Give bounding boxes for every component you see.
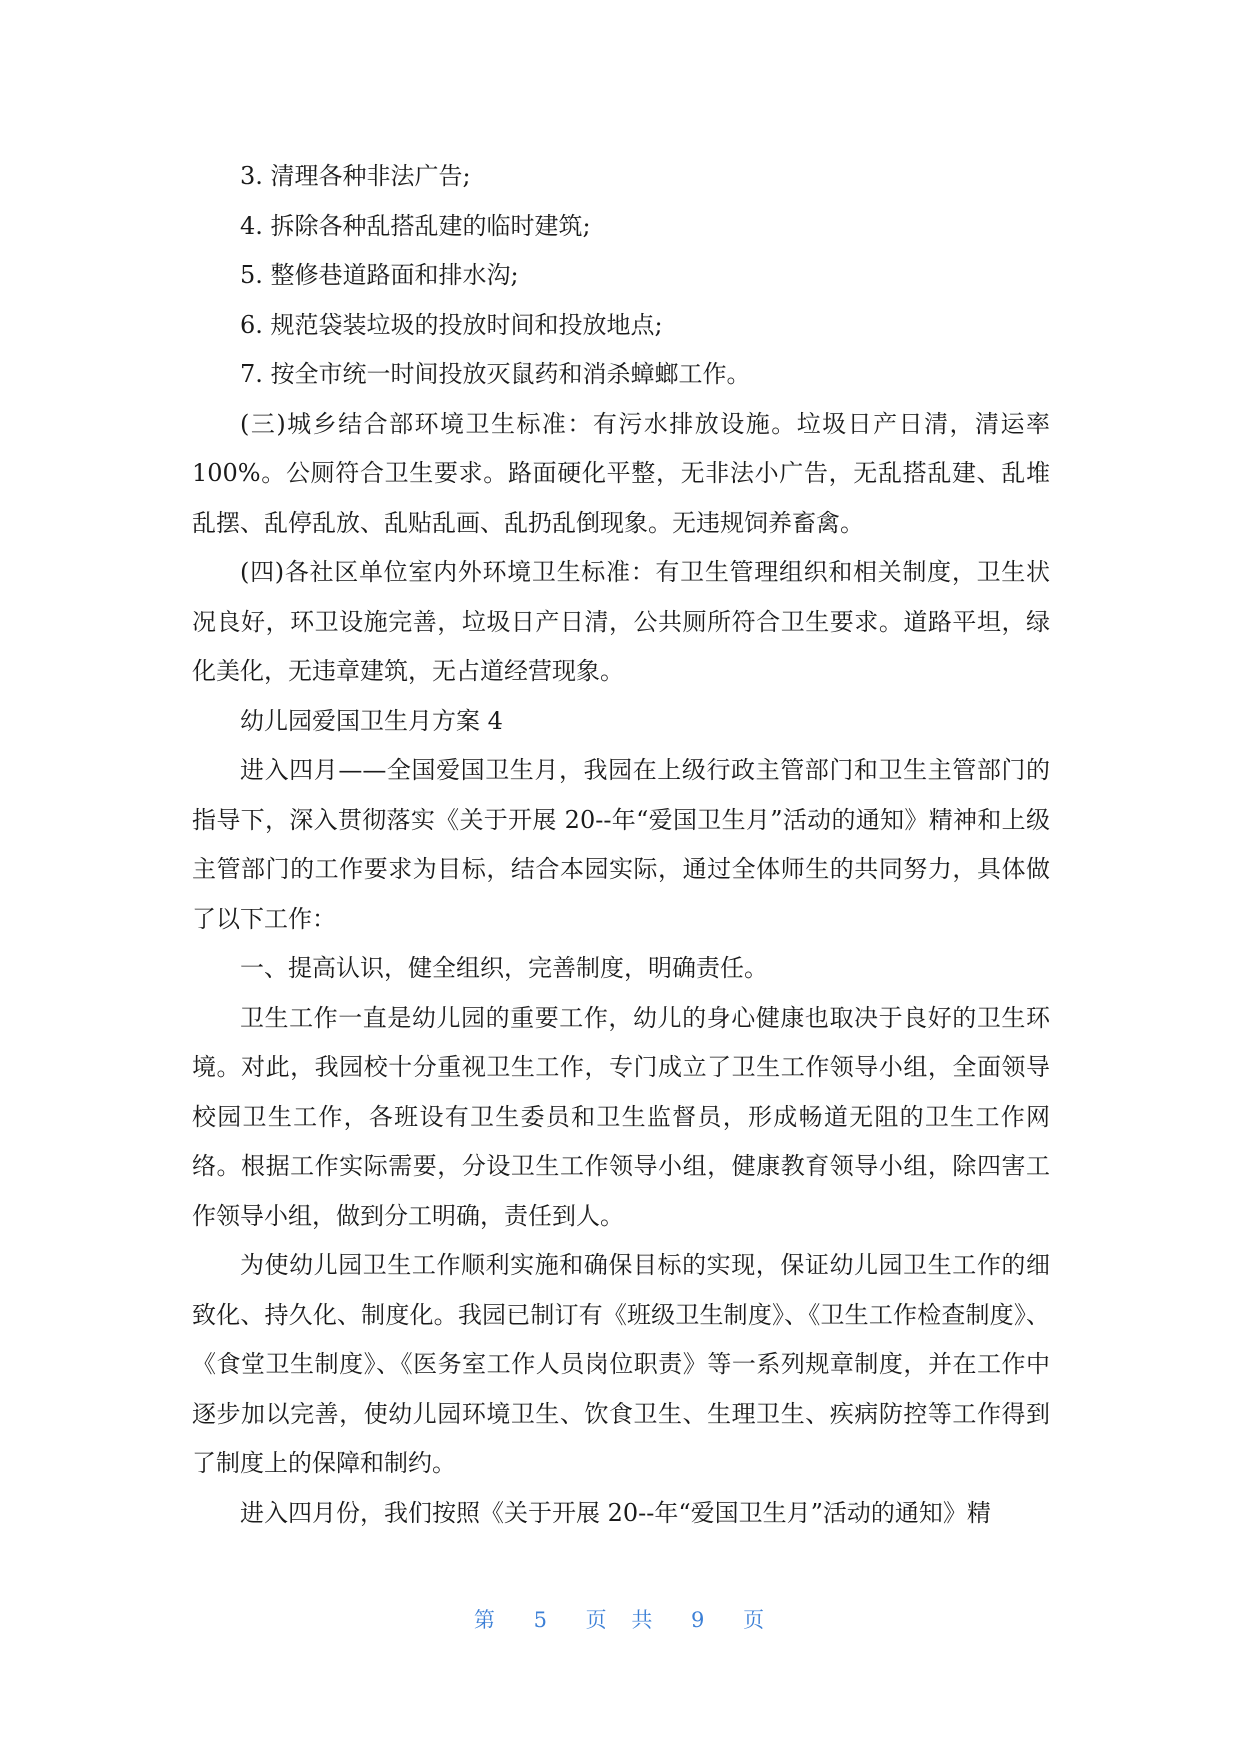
- paragraph: 进入四月份，我们按照《关于开展 20--年“爱国卫生月”活动的通知》精: [240, 1498, 991, 1527]
- list-item: 3. 清理各种非法广告;: [240, 162, 471, 190]
- paragraph: 进入四月——全国爱国卫生月，我园在上级行政主管部门和卫生主管部门的指导下，深入贯彻落实《关于开展 20--年“爱国卫生月”活动的通知》精神和上级主管部门的工作要求为目标，结合本园实际，通过全体师生的共同努力，具体做了以下工作：: [192, 756, 1050, 933]
- current-page-number: 5: [533, 1608, 550, 1632]
- paragraph: (四)各社区单位室内外环境卫生标准：有卫生管理组织和相关制度，卫生状况良好，环卫设施完善，垃圾日产日清，公共厕所符合卫生要求。道路平坦，绿化美化，无违章建筑，无占道经营现象。: [192, 558, 1050, 685]
- paragraph: 卫生工作一直是幼儿园的重要工作，幼儿的身心健康也取决于良好的卫生环境。对此，我园校十分重视卫生工作，专门成立了卫生工作领导小组，全面领导校园卫生工作，各班设有卫生委员和卫生监督员，形成畅道无阻的卫生工作网络。根据工作实际需要，分设卫生工作领导小组，健康教育领导小组，除四害工作领导小组，做到分工明确，责任到人。: [192, 1003, 1050, 1230]
- subheading: 一、提高认识，健全组织，完善制度，明确责任。: [240, 954, 768, 982]
- list-item: 4. 拆除各种乱搭乱建的临时建筑;: [240, 211, 591, 240]
- total-page-number: 9: [691, 1608, 708, 1632]
- paragraph: 为使幼儿园卫生工作顺利实施和确保目标的实现，保证幼儿园卫生工作的细致化、持久化、制度化。我园已制订有《班级卫生制度》、《卫生工作检查制度》、《食堂卫生制度》、《医务室工作人员岗位职责》等一系列规章制度，并在工作中逐步加以完善，使幼儿园环境卫生、饮食卫生、生理卫生、疾病防控等工作得到了制度上的保障和制约。: [192, 1251, 1050, 1477]
- document-body: [192, 152, 1050, 1538]
- list-item: 5. 整修巷道路面和排水沟;: [240, 261, 519, 289]
- page-number-prefix: 第: [473, 1608, 498, 1632]
- list-item: 6. 规范袋装垃圾的投放时间和投放地点;: [240, 310, 663, 339]
- page-number-suffix: 页: [743, 1608, 768, 1632]
- list-item: 7. 按全市统一时间投放灭鼠药和消杀蟑螂工作。: [240, 360, 751, 388]
- page-number-middle: 页 共: [585, 1608, 656, 1632]
- section-heading: 幼儿园爱国卫生月方案 4: [240, 706, 503, 735]
- page-footer: [0, 1604, 1241, 1634]
- paragraph: (三)城乡结合部环境卫生标准：有污水排放设施。垃圾日产日清，清运率100%。公厕符合卫生要求。路面硬化平整，无非法小广告，无乱搭乱建、乱堆乱摆、乱停乱放、乱贴乱画、乱扔乱倒现象。无违规饲养畜禽。: [192, 409, 1050, 537]
